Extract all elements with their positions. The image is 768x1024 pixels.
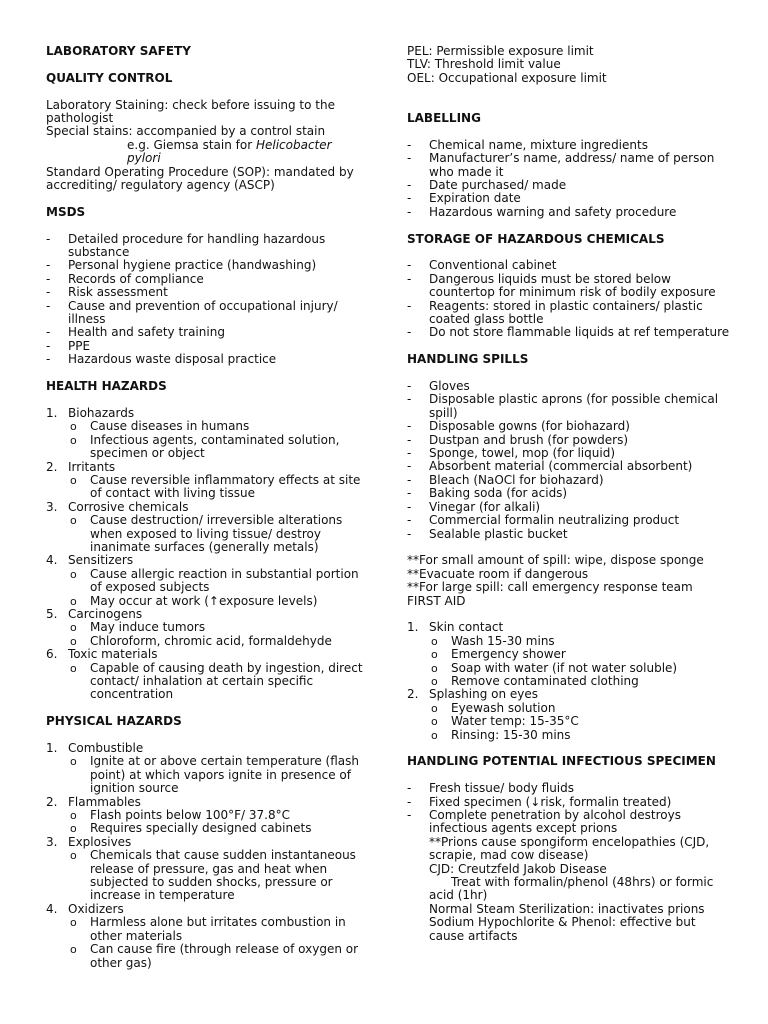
sub-item: o Water temp: 15-35°C xyxy=(407,715,732,728)
item-number: 4. xyxy=(46,901,58,916)
sub-item: o Rinsing: 15-30 mins xyxy=(407,729,732,742)
sub-item: o Cause allergic reaction in substantial portion of exposed subjects xyxy=(46,568,366,595)
hazard-item xyxy=(46,608,366,621)
spill-item: - Disposable plastic aprons (for possible chemical spill) xyxy=(407,393,732,420)
item-number: 1. xyxy=(46,405,58,420)
first-aid-item xyxy=(407,621,732,634)
hazard-label: Explosives xyxy=(68,834,132,849)
item-number: 6. xyxy=(46,647,58,662)
msds-item: - PPE xyxy=(46,340,366,353)
hazard-item xyxy=(46,648,366,661)
msds-item: - Records of compliance xyxy=(46,273,366,286)
sub-item: o Emergency shower xyxy=(407,648,732,661)
hazard-label: Sensitizers xyxy=(68,553,134,568)
msds-heading: MSDS xyxy=(46,204,86,219)
msds-item: - Detailed procedure for handling hazardous substance xyxy=(46,233,366,260)
health-hazards-list xyxy=(46,407,366,702)
sub-item: o Can cause fire (through release of oxygen or other gas) xyxy=(46,943,366,970)
storage-item: - Dangerous liquids must be stored below countertop for minimum risk of bodily exposure xyxy=(407,273,732,300)
item-number: 2. xyxy=(46,794,58,809)
oel-definition: OEL: Occupational exposure limit xyxy=(407,70,607,85)
pel-definition: PEL: Permissible exposure limit xyxy=(407,44,594,58)
spill-note: **For small amount of spill: wipe, dispose sponge xyxy=(407,553,704,568)
msds-list xyxy=(46,233,366,367)
hazard-label: Carcinogens xyxy=(68,606,143,621)
first-aid-label: FIRST AID xyxy=(407,593,466,608)
hazard-item xyxy=(46,461,366,474)
spill-item: - Disposable gowns (for biohazard) xyxy=(407,420,732,433)
hypochlorite-note: Sodium Hypochlorite & Phenol: effective but cause artifacts xyxy=(429,915,696,943)
sub-item: o Remove contaminated clothing xyxy=(407,675,732,688)
health-hazards-heading: HEALTH HAZARDS xyxy=(46,379,167,394)
helicobacter-name: Helicobacter pylori xyxy=(127,137,332,166)
document-title: LABORATORY SAFETY xyxy=(46,44,191,58)
prions-note: **Prions cause spongiform encelopathies (CJD, scrapie, mad cow disease) xyxy=(429,834,710,863)
labelling-heading: LABELLING xyxy=(407,111,481,125)
spill-item: - Sealable plastic bucket xyxy=(407,528,732,541)
hazard-label: Oxidizers xyxy=(68,901,124,916)
labelling-item: - Expiration date xyxy=(407,192,732,205)
hazard-item xyxy=(46,501,366,514)
sub-item: o Wash 15-30 mins xyxy=(407,635,732,648)
hazard-item xyxy=(46,796,366,809)
first-aid-list xyxy=(407,621,732,742)
tlv-definition: TLV: Threshold limit value xyxy=(407,57,561,72)
sub-item: o Chemicals that cause sudden instantaneous release of pressure, gas and heat when subjected to sudden shocks, pressure or increase in temperature xyxy=(46,849,366,903)
spill-item: - Commercial formalin neutralizing product xyxy=(407,514,732,527)
msds-item: - Health and safety training xyxy=(46,326,366,339)
steam-sterilization-note: Normal Steam Sterilization: inactivates prions xyxy=(429,901,705,916)
cjd-definition: CJD: Creutzfeld Jakob Disease xyxy=(429,861,607,876)
sub-item: o Soap with water (if not water soluble) xyxy=(407,662,732,675)
sub-item: o Requires specially designed cabinets xyxy=(46,822,366,835)
msds-item: - Hazardous waste disposal practice xyxy=(46,353,366,366)
sub-item: o Cause destruction/ irreversible alterations when exposed to living tissue/ destroy inanimate surfaces (generally metals) xyxy=(46,514,366,554)
sub-item: o Eyewash solution xyxy=(407,702,732,715)
sub-item: o Chloroform, chromic acid, formaldehyde xyxy=(46,635,366,648)
labelling-item: - Hazardous warning and safety procedure xyxy=(407,206,732,219)
storage-item: - Reagents: stored in plastic containers/ plastic coated glass bottle xyxy=(407,300,732,327)
spill-item: - Vinegar (for alkali) xyxy=(407,501,732,514)
lab-staining-text: Laboratory Staining: check before issuing to the pathologist xyxy=(46,97,335,125)
hazard-label: Flammables xyxy=(68,794,141,809)
special-stains-text: Special stains: accompanied by a control stain xyxy=(46,124,326,139)
hazard-label: Combustible xyxy=(68,741,144,755)
spill-item: - Dustpan and brush (for powders) xyxy=(407,434,732,447)
quality-control-heading: QUALITY CONTROL xyxy=(46,70,173,85)
storage-item: - Conventional cabinet xyxy=(407,259,732,272)
sub-item: o Infectious agents, contaminated solution, specimen or object xyxy=(46,434,366,461)
item-number: 3. xyxy=(46,834,58,849)
sub-item: o Flash points below 100°F/ 37.8°C xyxy=(46,809,366,822)
treatment-note: Treat with formalin/phenol (48hrs) or formic acid (1hr) xyxy=(429,875,714,903)
spills-heading: HANDLING SPILLS xyxy=(407,352,529,367)
physical-hazards-list xyxy=(46,742,366,970)
item-number: 1. xyxy=(407,620,419,635)
spill-note: **For large spill: call emergency response team xyxy=(407,580,693,595)
first-aid-item xyxy=(407,688,732,701)
right-column xyxy=(407,45,732,943)
storage-item: - Do not store flammable liquids at ref temperature xyxy=(407,326,732,339)
msds-item: - Risk assessment xyxy=(46,286,366,299)
labelling-list xyxy=(407,139,732,219)
infectious-item: - Complete penetration by alcohol destroys infectious agents except prions xyxy=(407,809,732,836)
spill-item: - Baking soda (for acids) xyxy=(407,487,732,500)
hazard-item xyxy=(46,903,366,916)
first-aid-label: Skin contact xyxy=(429,620,504,635)
infectious-list xyxy=(407,782,732,943)
infectious-item: - Fixed specimen (↓risk, formalin treated) xyxy=(407,796,732,809)
item-number: 3. xyxy=(46,499,58,514)
infectious-item: - Fresh tissue/ body fluids xyxy=(407,782,732,795)
labelling-item: - Chemical name, mixture ingredients xyxy=(407,139,732,152)
storage-heading: STORAGE OF HAZARDOUS CHEMICALS xyxy=(407,231,665,246)
giemsa-example xyxy=(46,139,366,166)
hazard-label: Corrosive chemicals xyxy=(68,499,189,514)
sub-item: o Capable of causing death by ingestion, direct contact/ inhalation at certain specific concentration xyxy=(46,662,366,702)
item-number: 2. xyxy=(407,687,419,702)
spill-item: - Sponge, towel, mop (for liquid) xyxy=(407,447,732,460)
spill-item: - Absorbent material (commercial absorbent) xyxy=(407,460,732,473)
sub-item: o Cause reversible inflammatory effects at site of contact with living tissue xyxy=(46,474,366,501)
spill-note: **Evacuate room if dangerous xyxy=(407,566,589,581)
sub-item: o Ignite at or above certain temperature (flash point) at which vapors ignite in presence of ignition source xyxy=(46,755,366,795)
spills-list xyxy=(407,380,732,541)
physical-hazards-heading: PHYSICAL HAZARDS xyxy=(46,714,182,729)
sub-item: o Harmless alone but irritates combustion in other materials xyxy=(46,916,366,943)
left-column xyxy=(46,45,366,970)
item-number: 5. xyxy=(46,606,58,621)
sub-item: o Cause diseases in humans xyxy=(46,420,366,433)
hazard-label: Irritants xyxy=(68,459,116,474)
labelling-item: - Manufacturer’s name, address/ name of person who made it xyxy=(407,152,732,179)
sub-item: o May occur at work (↑exposure levels) xyxy=(46,595,366,608)
msds-item: - Personal hygiene practice (handwashing) xyxy=(46,259,366,272)
msds-item: - Cause and prevention of occupational injury/ illness xyxy=(46,300,366,327)
infectious-heading: HANDLING POTENTIAL INFECTIOUS SPECIMEN xyxy=(407,754,716,769)
item-number: 1. xyxy=(46,741,58,755)
labelling-item: - Date purchased/ made xyxy=(407,179,732,192)
giemsa-prefix: e.g. Giemsa stain for xyxy=(127,137,256,152)
hazard-item xyxy=(46,407,366,420)
hazard-item xyxy=(46,554,366,567)
hazard-label: Biohazards xyxy=(68,405,135,420)
spill-item: - Bleach (NaOCl for biohazard) xyxy=(407,474,732,487)
sub-item: o May induce tumors xyxy=(46,621,366,634)
item-number: 4. xyxy=(46,553,58,568)
storage-list xyxy=(407,259,732,339)
hazard-item xyxy=(46,836,366,849)
first-aid-label: Splashing on eyes xyxy=(429,687,539,702)
item-number: 2. xyxy=(46,459,58,474)
hazard-label: Toxic materials xyxy=(68,647,158,662)
hazard-item xyxy=(46,742,366,755)
sop-text: Standard Operating Procedure (SOP): mandated by accrediting/ regulatory agency (ASCP) xyxy=(46,164,354,193)
spill-item: - Gloves xyxy=(407,380,732,393)
